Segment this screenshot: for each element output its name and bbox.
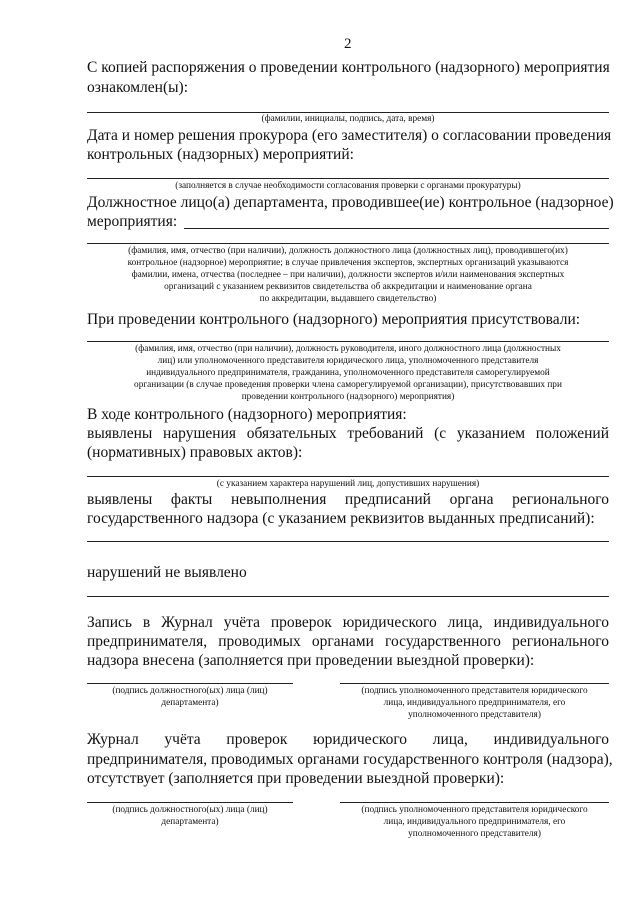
official-inline-line[interactable]	[184, 228, 609, 229]
official-line2: мероприятия:	[87, 213, 178, 230]
journal-sign-rep-caption-3: уполномоченного представителя)	[408, 710, 541, 720]
present-line1: При проведении контрольного (надзорного) мероприятия присутствовали:	[87, 311, 581, 328]
page-number: 2	[344, 36, 352, 52]
official-caption-1: (фамилия, имя, отчество (при наличии), должность должностного лица (должностных лиц), проводившего(их)	[128, 246, 568, 256]
official-caption-4: организаций с указанием реквизитов свидетельства об аккредитации и наименование органа	[164, 282, 532, 292]
journal-line1: Запись в Журнал учёта проверок юридического лица, индивидуального	[87, 614, 609, 631]
no-violations-text: нарушений не выявлено	[87, 564, 247, 581]
present-caption-5: проведении контрольного (надзорного) мероприятия)	[241, 392, 455, 402]
journal-sign-rep-caption-1: (подпись уполномоченного представителя юридического	[361, 686, 588, 696]
violations-input-line[interactable]	[87, 476, 609, 477]
prosecutor-input-line[interactable]	[87, 178, 609, 179]
violations-line2: (нормативных) правовых актов):	[87, 444, 303, 461]
journal-line3: надзора внесена (заполняется при проведении выездной проверки):	[87, 652, 535, 669]
absent-sign-official-line[interactable]	[87, 802, 293, 803]
official-caption-5: по аккредитации, выдавшего свидетельство)	[259, 294, 437, 304]
present-caption-2: лиц) или уполномоченного представителя юридического лица, уполномоченного представителя	[157, 356, 539, 366]
journal-sign-representative-line[interactable]	[340, 683, 609, 684]
official-caption-3: фамилии, имена, отчества (последнее – при наличии), должности экспертов и/или наименования экспертных	[131, 270, 565, 280]
prosecutor-line2: контрольных (надзорных) мероприятий:	[87, 146, 354, 163]
prosecutor-line1: Дата и номер решения прокурора (его заместителя) о согласовании проведения	[87, 127, 612, 144]
copy-caption: (фамилии, инициалы, подпись, дата, время)	[261, 114, 435, 124]
journal-sign-official-caption-1: (подпись должностного(ых) лица (лиц)	[112, 686, 268, 696]
copy-statement-line1: С копией распоряжения о проведении контрольного (надзорного) мероприятия	[87, 59, 610, 76]
nonexecution-line2: государственного надзора (с указанием реквизитов выданных предписаний):	[87, 510, 595, 527]
journal-sign-official-caption-2: департамента)	[161, 698, 219, 708]
absent-sign-rep-caption-1: (подпись уполномоченного представителя юридического	[361, 805, 588, 815]
violations-caption: (с указанием характера нарушений лиц, допустивших нарушения)	[216, 479, 480, 489]
absent-sign-rep-caption-2: лица, индивидуального предпринимателя, его	[383, 817, 566, 827]
copy-statement-line2: ознакомлен(ы):	[87, 79, 189, 96]
official-caption-2: контрольное (надзорное) мероприятие; в случае привлечения экспертов, экспертных организаций указываются	[127, 258, 569, 268]
official-line1: Должностное лицо(а) департамента, проводившее(ие) контрольное (надзорное)	[87, 194, 614, 211]
absent-sign-representative-line[interactable]	[340, 802, 609, 803]
journal-absent-line3: отсутствует (заполняется при проведении выездной проверки):	[87, 770, 505, 787]
nonexecution-line1: выявлены факты невыполнения предписаний органа регионального	[87, 491, 609, 508]
absent-sign-official-caption-2: департамента)	[161, 817, 219, 827]
present-caption-4: организации (в случае проведения проверки члена саморегулируемой организации), присутствовавших при	[134, 380, 562, 390]
journal-line2: предпринимателя, проводимых органами государственного регионального	[87, 633, 609, 650]
present-caption-3: индивидуального предпринимателя, гражданина, уполномоченного представителя саморегулируемой	[146, 368, 550, 378]
journal-absent-line2: предпринимателя, проводимых органами государственного контроля (надзора),	[87, 751, 613, 768]
violations-line1: выявлены нарушения обязательных требований (с указанием положений	[87, 425, 609, 442]
journal-absent-line1: Журнал учёта проверок юридического лица, индивидуального	[87, 731, 609, 748]
absent-sign-official-caption-1: (подпись должностного(ых) лица (лиц)	[112, 805, 268, 815]
official-input-line[interactable]	[87, 243, 609, 244]
present-caption-1: (фамилия, имя, отчество (при наличии), должность руководителя, иного должностного лица (должностных	[135, 344, 561, 354]
present-input-line[interactable]	[87, 341, 609, 342]
nonexecution-input-line[interactable]	[87, 541, 609, 542]
no-violations-line[interactable]	[87, 596, 609, 597]
prosecutor-caption: (заполняется в случае необходимости согласования проверки с органами прокуратуры)	[175, 181, 521, 191]
journal-sign-rep-caption-2: лица, индивидуального предпринимателя, его	[383, 698, 566, 708]
journal-sign-official-line[interactable]	[87, 683, 293, 684]
during-heading: В ходе контрольного (надзорного) мероприятия:	[87, 406, 407, 423]
absent-sign-rep-caption-3: уполномоченного представителя)	[408, 829, 541, 839]
